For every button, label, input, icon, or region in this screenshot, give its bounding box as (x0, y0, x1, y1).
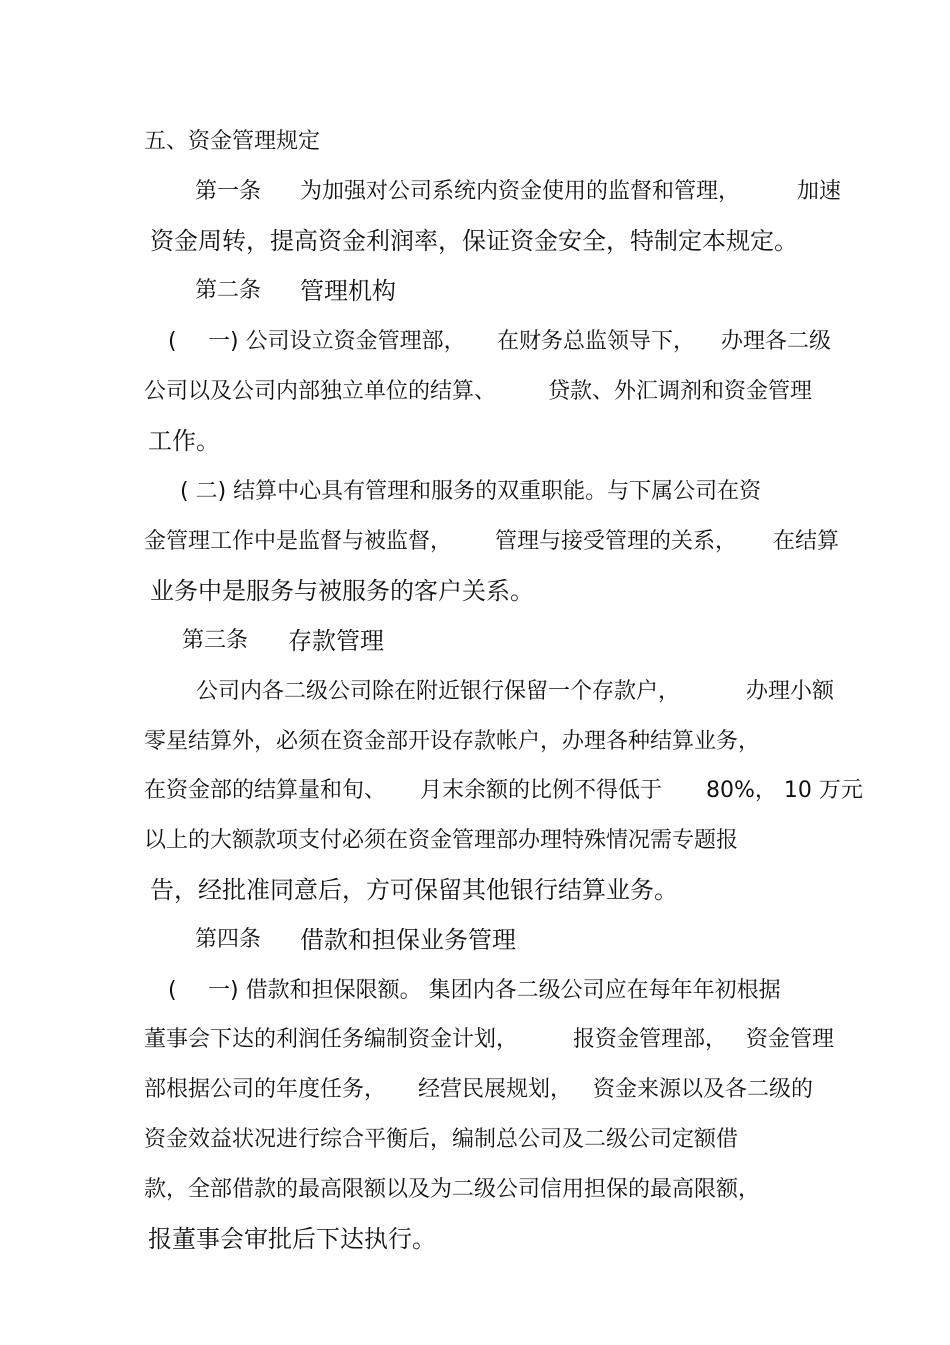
article4-item1-line2-a: 董事会下达的利润任务编制资金计划， (144, 1027, 519, 1052)
article2-item1-text-a: 一) 公司设立资金管理部， (208, 329, 466, 354)
article2-item1-text-b: 在财务总监领导下， (497, 329, 696, 354)
article4-item1-text-a: 一) 借款和担保限额。 集团内各二级公司应在每年年初根据 (208, 978, 781, 1003)
article4-item1-line4-text: 资金效益状况进行综合平衡后，编制总公司及二级公司定额借 (144, 1127, 739, 1152)
article3-line3-a: 在资金部的结算量和旬、 (144, 778, 387, 803)
article2-item1-text-c: 办理各二级 (721, 329, 832, 354)
article2-title: 管理机构 (300, 277, 396, 305)
article3-line5-text: 告，经批准同意后，方可保留其他银行结算业务。 (150, 876, 678, 904)
article2-item1-line2-a: 公司以及公司内部独立单位的结算、 (144, 379, 497, 404)
section-heading-text: 五、资金管理规定 (144, 129, 321, 154)
article2-item2-line2-b: 管理与接受管理的关系， (495, 529, 738, 554)
article2-item2-line2-a: 金管理工作中是监督与被监督， (144, 529, 453, 554)
article3-line3-b: 月末余额的比例不得低于 (420, 778, 663, 803)
article3-line4-text: 以上的大额款项支付必须在资金管理部办理特殊情况需专题报 (144, 828, 739, 853)
article2-item1-line3-text: 工作。 (148, 427, 220, 455)
article3-line2-text: 零星结算外，必须在资金部开设存款帐户，办理各种结算业务， (144, 729, 761, 754)
article1-text-line2: 资金周转，提高资金利润率，保证资金安全，特制定本规定。 (150, 227, 798, 255)
article1-text: 为加强对公司系统内资金使用的监督和管理， (300, 179, 741, 204)
article4-item1-line5-text: 款，全部借款的最高限额以及为二级公司信用担保的最高限额， (144, 1177, 761, 1202)
article4-item1-line2-b: 报资金管理部， (573, 1027, 728, 1052)
article3-label: 第三条 (182, 628, 249, 653)
article4-item1-line3-b: 经营民展规划， (418, 1077, 573, 1102)
article4-item1-line6-text: 报董事会审批后下达执行。 (148, 1225, 436, 1253)
article3-title: 存款管理 (288, 627, 384, 655)
article2-item1-open: ( (168, 329, 177, 354)
article4-item1-line2-c: 资金管理 (746, 1027, 835, 1052)
article4-label: 第四条 (195, 927, 262, 952)
article2-item2-line2-c: 在结算 (773, 529, 840, 554)
article3-line1-b: 办理小额 (746, 679, 835, 704)
article3-line3-c: 80%， 10 万元 (706, 778, 863, 803)
article2-item1-line2-b: 贷款、外汇调剂和资金管理 (548, 379, 813, 404)
article4-item1-line3-c: 资金来源以及各二级的 (593, 1077, 814, 1102)
article2-label: 第二条 (195, 278, 262, 303)
article1-text-b: 加速 (797, 179, 842, 204)
article4-title: 借款和担保业务管理 (300, 926, 516, 954)
article4-item1-line3-a: 部根据公司的年度任务， (144, 1077, 387, 1102)
article2-item2-line1-text: ( 二) 结算中心具有管理和服务的双重职能。与下属公司在资 (180, 479, 762, 504)
article3-line1-a: 公司内各二级公司除在附近银行保留一个存款户， (196, 679, 681, 704)
article1-label: 第一条 (195, 179, 262, 204)
article2-item2-line3-text: 业务中是服务与被服务的客户关系。 (150, 577, 534, 605)
article4-item1-open: ( (168, 978, 177, 1003)
